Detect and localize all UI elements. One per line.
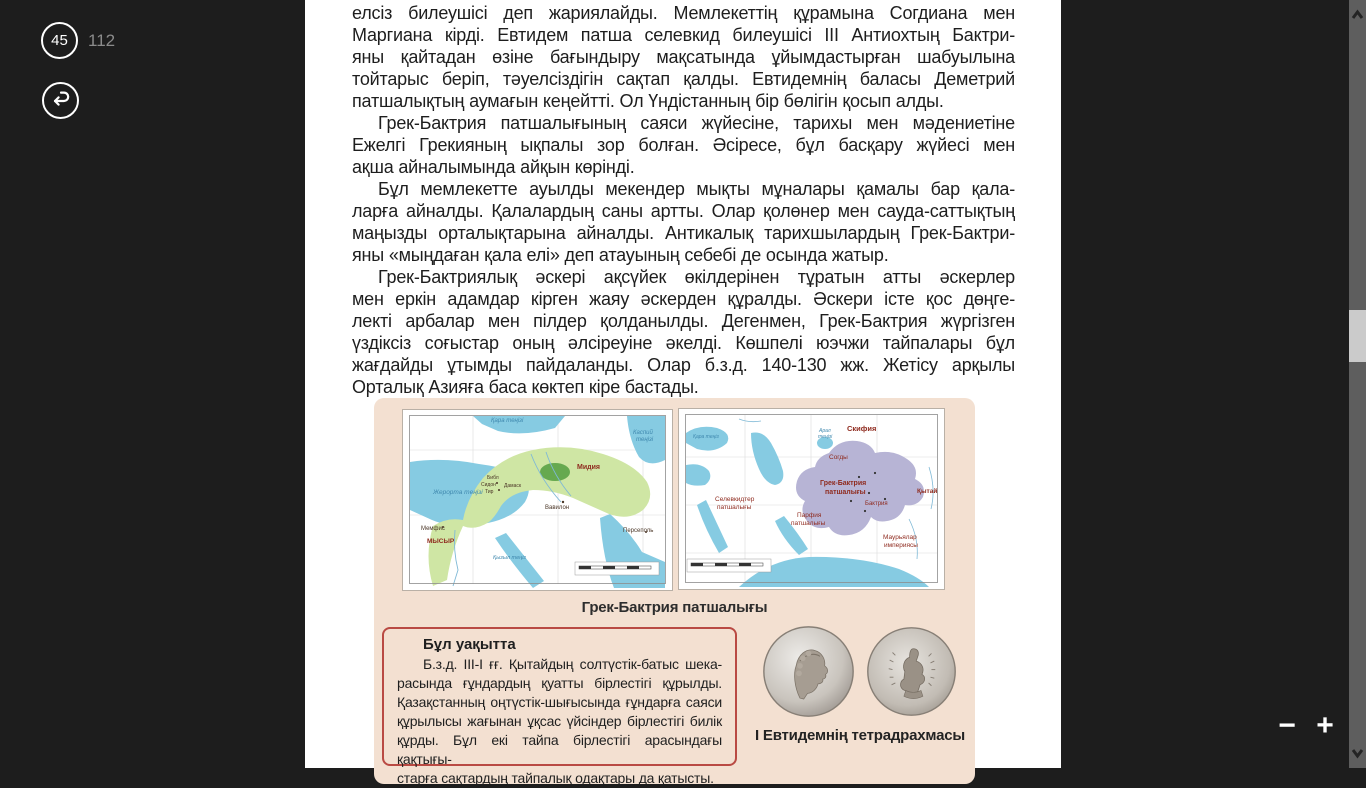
info-box-body bbox=[397, 655, 722, 788]
text-line: яны қайтадан өзіне бағындыру мақсатында ұйымдастырған шабуылына bbox=[352, 47, 1015, 67]
map-label: Жерорта теңізі bbox=[433, 489, 483, 496]
text-line: Бұл мемлекетте ауылды мекендер мықты мұналары қамалы бар қала- bbox=[378, 179, 1015, 199]
coins-figure bbox=[752, 624, 968, 744]
text-line: Б.з.д. III-I ғғ. Қытайдың солтүстік-батыс шека- bbox=[423, 656, 722, 672]
map-label: Персеполь bbox=[623, 528, 654, 534]
map-label: Селевкидтер bbox=[715, 496, 755, 503]
map-label: патшалығы bbox=[791, 520, 826, 527]
map-label: Библ bbox=[487, 475, 499, 481]
map-label: Қызыл теңіз bbox=[493, 555, 526, 561]
paragraph-3 bbox=[352, 178, 1015, 266]
map-label: Қара теңіз bbox=[693, 434, 719, 440]
text-line: расында ғұндардың қуатты бірлестігі құрылды. bbox=[397, 675, 722, 691]
coin-reverse-image bbox=[864, 624, 959, 719]
map-label: Қара теңізі bbox=[491, 418, 524, 424]
current-page-label: 45 bbox=[51, 32, 68, 49]
paragraph-2 bbox=[352, 112, 1015, 178]
figure-caption: Грек-Бактрия патшалығы bbox=[581, 599, 768, 616]
page-number-badge[interactable] bbox=[41, 22, 78, 59]
map-label: Сидон bbox=[481, 482, 496, 488]
text-line: Грек-Бактрия патшалығының саяси жүйесіне, тарихы мен мәдениетіне bbox=[378, 113, 1015, 133]
text-line: мен еркін адамдар кірген жаяу әскерден құралды. Әскери істе қос дөңге- bbox=[352, 289, 1015, 309]
coin-obverse-image bbox=[761, 624, 856, 719]
map-label: Грек-Бактрия bbox=[820, 480, 867, 487]
text-line: Ежелгі Грекияның ықпалы зор болған. Әсіресе, бұл басқару жүйесі мен bbox=[352, 135, 1015, 155]
text-line: старға сақтардың тайпалық одақтары да қатысты. bbox=[397, 770, 714, 786]
map-label: Парфия bbox=[797, 512, 822, 519]
map-label: Мидия bbox=[577, 464, 600, 471]
zoom-in-button[interactable]: + bbox=[1308, 706, 1342, 746]
text-line: Маргиана кірді. Евтидем патша селевкид билеушісі III Антиохтың Бактри- bbox=[352, 25, 1015, 45]
text-line: құрды. Бұл екі тайпа бірлестігі арасындағы қақтығы- bbox=[397, 732, 722, 767]
map-label: Дамаск bbox=[504, 483, 522, 489]
paragraph-1 bbox=[352, 2, 1015, 112]
text-line: жағдайды ұтымды пайдаланды. Олар б.з.д. 140-130 жж. Жетісу арқылы bbox=[352, 355, 1015, 375]
paragraph-4 bbox=[352, 266, 1015, 398]
map-label: Мемфис bbox=[421, 526, 445, 532]
map-label: Согды bbox=[829, 454, 848, 461]
map-label: теңізі bbox=[818, 434, 833, 440]
text-line: құрылысы жағынан ұқсас үйсіндер бірлестігі билік bbox=[397, 713, 722, 729]
map-label: Тир bbox=[485, 489, 494, 495]
body-text bbox=[352, 2, 1015, 398]
map-label: патшалығы bbox=[825, 489, 866, 496]
map-label: Қытай bbox=[917, 488, 938, 495]
map-greco-bactria bbox=[678, 408, 945, 590]
info-box-title: Бұл уақытта bbox=[423, 636, 516, 653]
scrollbar-thumb[interactable] bbox=[1349, 310, 1366, 362]
text-line: лекті арбалар мен пілдер қолданылды. Дегенмен, Грек-Бактрия жүргізген bbox=[352, 311, 1015, 331]
map-label: МЫСЫР bbox=[427, 538, 455, 545]
map-label: Скифия bbox=[847, 424, 877, 433]
zoom-out-button[interactable]: − bbox=[1270, 706, 1304, 746]
total-pages-label: 112 bbox=[88, 31, 116, 50]
map-label: теңізі bbox=[636, 437, 654, 443]
coin-caption: I Евтидемнің тетрадрахмасы bbox=[754, 727, 966, 744]
back-button[interactable] bbox=[42, 82, 79, 119]
map-label: патшалығы bbox=[717, 504, 752, 511]
text-line: елсіз билеушісі деп жариялайды. Мемлекеттің құрамына Согдиана мен bbox=[352, 3, 1015, 23]
scrollbar[interactable] bbox=[1349, 0, 1366, 768]
document-page bbox=[305, 0, 1061, 786]
map-label: Каспий bbox=[633, 430, 653, 436]
text-line: патшалықтың аумағын кеңейтті. Ол Үндістанның бір бөлігін қосып алды. bbox=[352, 91, 944, 111]
return-arrow-icon bbox=[51, 90, 71, 112]
text-line: тойтарыс беріп, тәуелсіздігін сақтап қалды. Евтидемнің баласы Деметрий bbox=[352, 69, 1015, 89]
text-line: үздіксіз соғыстар оның әлсіреуіне әкелді. Көшпелі юэчжи тайпалары бұл bbox=[352, 333, 1015, 353]
text-line: Қазақстанның оңтүстік-шығысында ғұндарға саяси bbox=[397, 694, 722, 710]
scroll-up-icon[interactable] bbox=[1349, 5, 1366, 25]
figure-panel bbox=[374, 398, 975, 784]
text-line: Грек-Бактриялық әскері ақсүйек өкілдерінен тұратын атты әскерлер bbox=[378, 267, 1015, 287]
map-label: Бактрия bbox=[865, 501, 888, 507]
map-label: Арал bbox=[819, 428, 831, 434]
text-line: ақша айналымында айқын көрінді. bbox=[352, 157, 635, 177]
map-label: империясы bbox=[884, 542, 918, 549]
text-line: Орталық Азияға баса көктеп кіре бастады. bbox=[352, 377, 699, 397]
map-image bbox=[403, 410, 672, 590]
scroll-down-icon[interactable] bbox=[1349, 743, 1366, 763]
map-label: Вавилон bbox=[545, 505, 570, 511]
text-line: ларға айналды. Қалалардың саны артты. Олар қолөнер мен сауда-саттықтың bbox=[352, 201, 1015, 221]
map-label: Маурьялар bbox=[883, 534, 917, 541]
text-line: яны «мыңдаған қала елі» деп атауының себебі де осында жатыр. bbox=[352, 245, 889, 265]
info-box bbox=[382, 627, 737, 786]
map-ancient-middle-east bbox=[402, 409, 673, 591]
text-line: маңызды орталықтарына айналды. Антикалық тарихшылардың Грек-Бактри- bbox=[352, 223, 1015, 243]
